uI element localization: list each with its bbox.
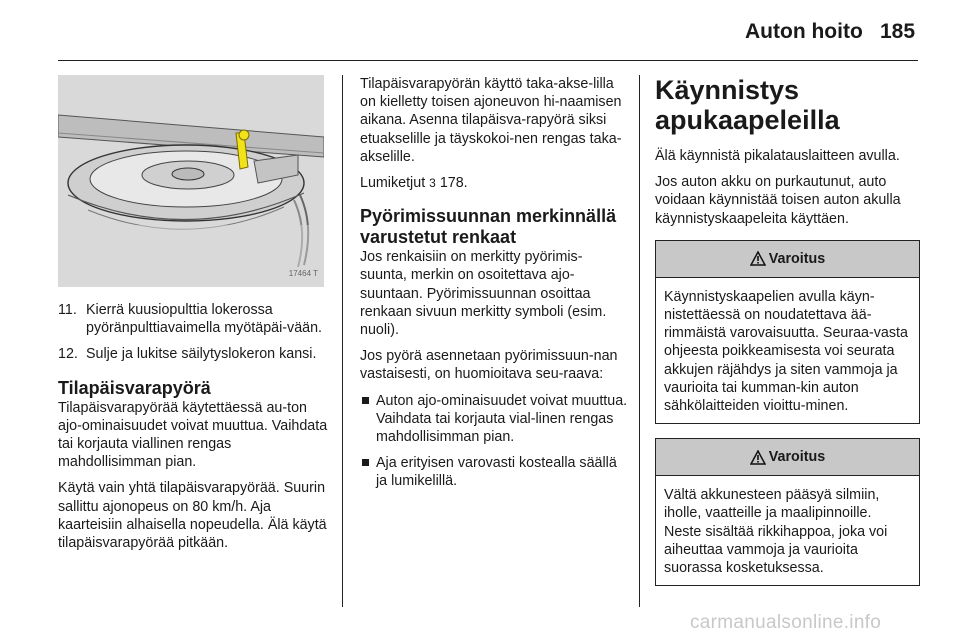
spare-wheel-illustration [58, 75, 324, 287]
column-middle [360, 75, 628, 499]
warning-title: Varoitus [768, 250, 826, 267]
reference-label: Lumiketjut [360, 175, 426, 192]
page-ref-icon: 3 [429, 176, 436, 191]
warning-header [656, 241, 919, 278]
page-heading: Käynnistys apukaapeleilla [655, 75, 840, 135]
warning-text: Vältä akkunesteen pääsyä silmiin, iholle, vaatteille ja maalipinnoille. Neste sisältää rikkihappoa, joka voi aiheuttaa vammoja ja vaurioita suorassa kosketuksessa. [664, 487, 888, 577]
step-list [58, 301, 330, 364]
section-heading: Pyörimissuunnan merkinnällä varustetut renkaat [360, 206, 617, 248]
warning-header [656, 439, 919, 476]
list-item [360, 392, 628, 447]
bullet-icon [362, 459, 369, 466]
paragraph: Älä käynnistä pikalatauslaitteen avulla. [655, 148, 900, 164]
section-title: Auton hoito [745, 20, 863, 43]
warning-text: Käynnistyskaapelien avulla käyn-nistettäessä on noudatettava ää-rimmäistä varovaisuutta. Seuraa-vasta ohjeesta poikkeamisesta voi seurata akkujen räjähdys ja siten vammoja ja vaurioita tai kumman-kin auton sähkölaitteiden vioittu-minen. [664, 288, 908, 415]
spare-wheel-figure [58, 75, 324, 287]
warning-triangle-icon [750, 450, 766, 465]
list-item [58, 301, 330, 337]
bullet-text: Auton ajo-ominaisuudet voivat muuttua. Vaihdata tai korjauta vial-linen rengas mahdollisimman pian. [376, 392, 628, 446]
paragraph: Tilapäisvarapyörää käytettäessä au-ton ajo-ominaisuudet voivat muuttua. Vaihdata tai korjauta viallinen rengas mahdollisimman pian. [58, 399, 328, 471]
column-divider [639, 75, 640, 607]
paragraph: Tilapäisvarapyörän käyttö taka-akse-lilla on kielletty toisen ajoneuvon hi-naamisen aikana. Asenna tilapäisva-rapyörä siksi etuakselille ja täyskokoi-nen rengas taka-akselille. [360, 76, 622, 165]
column-right [655, 75, 920, 600]
bullet-text: Aja erityisen varovasti kostealla säällä ja lumikelillä. [376, 455, 617, 490]
paragraph: Jos auton akku on purkautunut, auto voidaan käynnistää toisen auton akulla käynnistyskaapeleita käyttäen. [655, 174, 901, 227]
step-number: 11. [58, 302, 77, 318]
warning-box [655, 240, 920, 424]
warning-box [655, 438, 920, 586]
bullet-icon [362, 397, 369, 404]
column-divider [342, 75, 343, 607]
section-heading: Tilapäisvarapyörä [58, 377, 211, 398]
step-number: 12. [58, 346, 78, 363]
page-header [0, 0, 960, 60]
paragraph: Käytä vain yhtä tilapäisvarapyörää. Suurin sallittu ajonopeus on 80 km/h. Aja kaarteisiin alhaisella nopeudella. Älä käytä tilapäisvarapyörää pitkään. [58, 480, 327, 552]
warning-triangle-icon [750, 251, 766, 266]
warning-title: Varoitus [768, 449, 826, 466]
watermark: carmanualsonline.info [690, 612, 882, 633]
paragraph: Jos renkaisiin on merkitty pyörimis-suunta, merkin on osoitettava ajo-suuntaan. Pyörimissuunnan osoittaa renkaan sivuun merkitty symboli (esim. nuoli). [360, 249, 607, 339]
page-number: 185 [880, 20, 916, 43]
bullet-list [360, 392, 628, 491]
paragraph: Jos pyörä asennetaan pyörimissuun-nan vastaisesti, on huomioitava seu-raava: [360, 348, 618, 383]
list-item [360, 454, 628, 490]
step-text: Kierrä kuusiopulttia lokerossa pyöränpulttiavaimella myötäpäi-vään. [86, 302, 323, 337]
list-item [58, 345, 330, 363]
figure-id: 17464 T [288, 268, 318, 278]
header-rule [58, 60, 918, 61]
step-text: Sulje ja lukitse säilytyslokeron kansi. [86, 346, 317, 363]
reference-page: 178. [439, 175, 468, 192]
cross-reference [360, 174, 628, 192]
column-left [58, 75, 330, 560]
